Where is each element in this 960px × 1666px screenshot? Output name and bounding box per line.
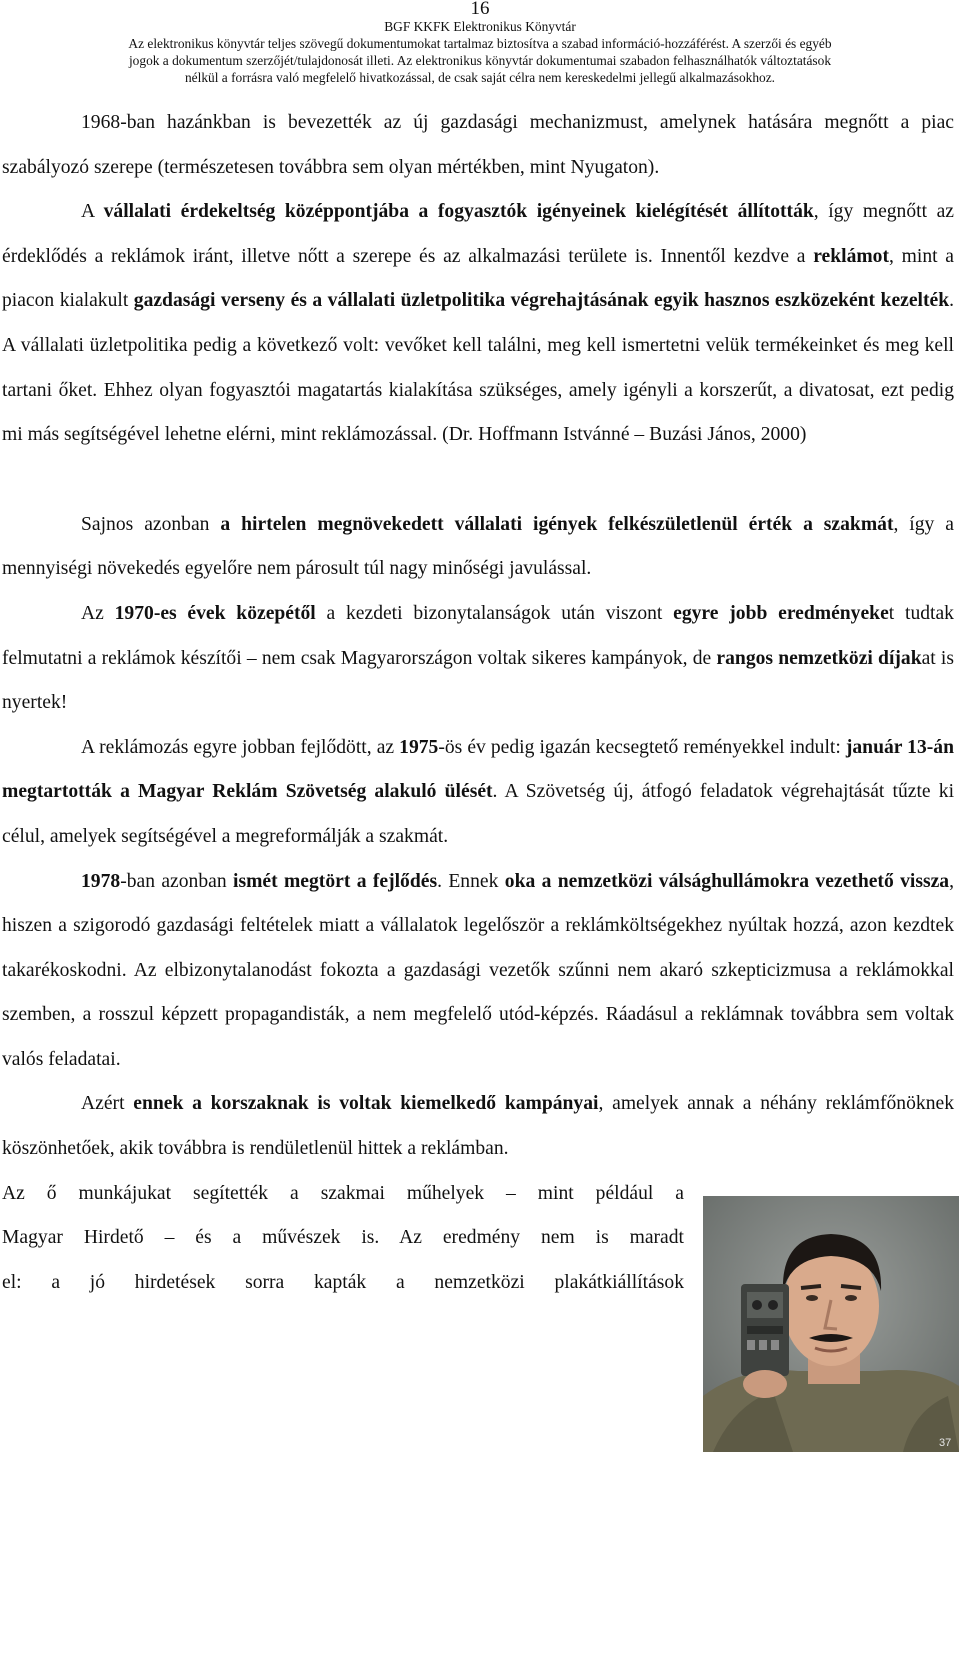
text-segment: A reklámozás egyre jobban fejlődött, az [81, 736, 400, 758]
bold-text-segment: 1978 [81, 870, 121, 892]
bold-text-segment: reklámot [813, 245, 890, 267]
page-number: 16 [470, 0, 490, 19]
advertisement-photo [703, 1196, 959, 1452]
bold-text-segment: ennek a korszaknak is voltak kiemelkedő kampányai [133, 1093, 599, 1115]
copyright-notice-line-1: Az elektronikus könyvtár teljes szövegű dokumentumokat tartalmaz biztosítva a szabad információ-hozzáférést. A szerzői és egyéb [128, 36, 832, 51]
text-segment: . A Szövetség új, átfogó feladatok végrehajtását tűzte ki célul, amelyek segítségével a megreformálják a szakmát. [2, 781, 955, 847]
bold-text-segment: gazdasági verseny és a vállalati üzletpolitika végrehajtásának egyik hasznos eszközeként kezelték [133, 290, 950, 312]
bold-text-segment: 1970-es évek közepétől [114, 602, 316, 624]
wrapped-line: el: a jó hirdetések sorra kapták a nemzetközi plakátkiállítások [2, 1271, 684, 1293]
bold-text-segment: a hirtelen megnövekedett vállalati igények felkészületlenül érték a szakmát [220, 513, 894, 535]
document-body [2, 101, 955, 1449]
text-segment: , így a mennyiségi növekedés egyelőre nem párosult túl nagy minőségi javulással. [2, 513, 954, 580]
paragraph-1975-association [2, 726, 954, 860]
paragraph-1970s-results [2, 592, 954, 726]
bold-text-segment: 1975 [399, 736, 439, 758]
text-segment: a kezdeti bizonytalanságok után viszont [315, 602, 674, 624]
text-segment: Sajnos azonban [81, 513, 221, 535]
text-segment: , amelyek annak a néhány reklámfőnöknek köszönhetőek, akik továbbra is rendületlenül hittek a reklámban. [2, 1093, 954, 1160]
text-segment: , mint a piacon kialakult [2, 245, 954, 312]
text-segment: Azért [81, 1093, 134, 1115]
copyright-notice-line-3: nélkül a forrásra való megfelelő hivatkozással, de csak saját célra nem kereskedelmi jellegű alkalmazásokhoz. [184, 70, 776, 85]
text-segment: -ös év pedig igazán kecsegtető reményekkel indult: [438, 736, 846, 758]
wrapped-line: Magyar Hirdető – és a művészek is. Az eredmény nem is maradt [2, 1227, 684, 1249]
text-segment: 1968-ban hazánkban is bevezették az új gazdasági mechanizmust, amelynek hatására megnőtt a piac szabályozó szerepe (természetesen továbbra sem olyan mértékben, mint Nyugaton). [2, 112, 954, 178]
library-name: BGF KKFK Elektronikus Könyvtár [384, 19, 576, 34]
text-segment: -ban azonban [120, 870, 234, 892]
text-segment: t tudtak felmutatni a reklámok készítői – nem csak Magyarországon voltak sikeres kampányok, de [2, 602, 954, 669]
paragraph-consumer-interest [2, 190, 954, 458]
text-segment: A [81, 201, 104, 223]
paragraph-gap [2, 458, 954, 503]
bold-text-segment: vállalati érdekeltség középpontjába a fogyasztók igényeinek kielégítését állították [103, 201, 814, 223]
text-segment: . Ennek [437, 870, 505, 892]
wrapped-line: Az ő munkájukat segítették a szakmai műhelyek – mint például a [2, 1182, 684, 1204]
paragraph-outstanding-campaigns [2, 1082, 954, 1171]
wrapped-text [2, 1172, 684, 1306]
bold-text-segment: rangos nemzetközi díjak [716, 647, 922, 669]
text-segment: . A vállalati üzletpolitika pedig a következő volt: vevőket kell találni, meg kell ismertetni velük termékeinket és meg kell tartani őket. Ehhez olyan fogyasztói magatartás kialakítása szükséges, amely igényli a korszerűt, a divatosat, ezt pedig mi más segítségével lehetne elérni, mint reklámozással. (Dr. Hoffmann Istvánné – Buzási János, 2000) [2, 290, 954, 446]
paragraph-unprepared-profession [2, 503, 954, 592]
library-header [0, 0, 960, 86]
copyright-notice-line-2: jogok a dokumentum szerzőjét/tulajdonosát illeti. Az elektronikus könyvtár dokumentumai szabadon felhasználhatók változtatások [128, 53, 832, 68]
text-segment: , hiszen a szigorodó gazdasági feltételek miatt a vállalatok legelőször a reklámköltségekhez nyúltak hozzá, azon kezdtek takarékoskodni. Az elbizonytalanodást fokozta a gazdasági vezetők szűnni nem akaró szkepticizmusa a reklámokkal szemben, a rosszul képzett propagandisták, a nem megfelelő utód-képzés. Ráadásul a reklámnak továbbra sem voltak valós feladatai. [2, 870, 954, 1070]
wrapped-paragraph-with-photo [2, 1172, 954, 1449]
bold-text-segment: ismét megtört a fejlődés [233, 870, 438, 892]
text-segment: Az [81, 602, 115, 624]
bold-text-segment: egyre jobb eredményeke [673, 602, 889, 624]
paragraph-1968-mechanism [2, 101, 954, 190]
paragraph-1978-decline [2, 860, 954, 1083]
bold-text-segment: január 13-án megtartották a Magyar Reklám Szövetség alakuló ülését [2, 736, 954, 803]
text-segment: at is nyertek! [2, 647, 954, 714]
bold-text-segment: oka a nemzetközi válsághullámokra vezethető vissza [504, 870, 950, 892]
text-segment: , így megnőtt az érdeklődés a reklámok iránt, illetve nőtt a szerepe és az alkalmazási területe is. Innentől kezdve a [2, 201, 954, 267]
photo-corner-label: 37 [939, 1436, 952, 1449]
man-with-cassette-recorder-icon [703, 1196, 959, 1452]
